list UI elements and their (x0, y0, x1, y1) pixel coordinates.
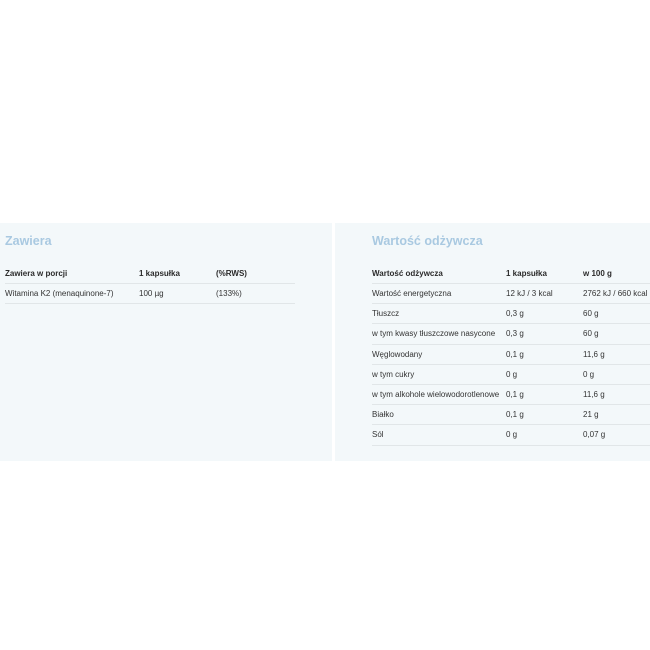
nutrient-per-capsule: 12 kJ / 3 kcal (506, 284, 583, 304)
table-row (372, 284, 650, 304)
table-row (372, 405, 650, 425)
nutrient-per-100g: 0 g (583, 364, 650, 384)
nutrient-per-capsule: 0,3 g (506, 304, 583, 324)
nutrient-per-100g: 2762 kJ / 660 kcal (583, 284, 650, 304)
nutrition-header-row (372, 263, 650, 284)
nutrient-per-capsule: 0,1 g (506, 344, 583, 364)
nutrient-per-100g: 0,07 g (583, 425, 650, 445)
nutrient-per-100g: 11,6 g (583, 344, 650, 364)
table-row (372, 324, 650, 344)
nutrition-table (372, 263, 650, 446)
nutrient-per-100g: 11,6 g (583, 384, 650, 404)
contains-header-row (5, 263, 295, 284)
contains-panel (0, 223, 332, 461)
nutrient-name: Sól (372, 425, 506, 445)
contains-cell-per-capsule: 100 µg (139, 284, 216, 304)
table-row (5, 284, 295, 304)
table-row (372, 425, 650, 445)
nutrient-name: Wartość energetyczna (372, 284, 506, 304)
nutrient-per-100g: 60 g (583, 324, 650, 344)
nutrient-name: w tym alkohole wielowodorotlenowe (372, 384, 506, 404)
nutrient-per-capsule: 0 g (506, 425, 583, 445)
contains-cell-rws: (133%) (216, 284, 295, 304)
contains-cell-ingredient: Witamina K2 (menaquinone-7) (5, 284, 139, 304)
contains-table (5, 263, 295, 304)
nutrition-header-per-100g: w 100 g (583, 263, 650, 284)
nutrient-per-100g: 60 g (583, 304, 650, 324)
nutrient-per-capsule: 0,3 g (506, 324, 583, 344)
nutrition-header-nutrient: Wartość odżywcza (372, 263, 506, 284)
contains-title: Zawiera (5, 234, 52, 248)
nutrition-title: Wartość odżywcza (372, 234, 483, 248)
nutrient-name: Węglowodany (372, 344, 506, 364)
contains-header-rws: (%RWS) (216, 263, 295, 284)
contains-header-ingredient: Zawiera w porcji (5, 263, 139, 284)
content-band (0, 223, 650, 461)
table-row (372, 364, 650, 384)
nutrition-panel (335, 223, 650, 461)
nutrient-name: Tłuszcz (372, 304, 506, 324)
nutrient-name: w tym kwasy tłuszczowe nasycone (372, 324, 506, 344)
nutrient-name: Białko (372, 405, 506, 425)
nutrient-per-capsule: 0 g (506, 364, 583, 384)
table-row (372, 344, 650, 364)
nutrient-per-capsule: 0,1 g (506, 384, 583, 404)
nutrient-per-capsule: 0,1 g (506, 405, 583, 425)
table-row (372, 304, 650, 324)
nutrient-per-100g: 21 g (583, 405, 650, 425)
nutrition-header-per-capsule: 1 kapsułka (506, 263, 583, 284)
nutrient-name: w tym cukry (372, 364, 506, 384)
table-row (372, 384, 650, 404)
contains-header-per-capsule: 1 kapsułka (139, 263, 216, 284)
